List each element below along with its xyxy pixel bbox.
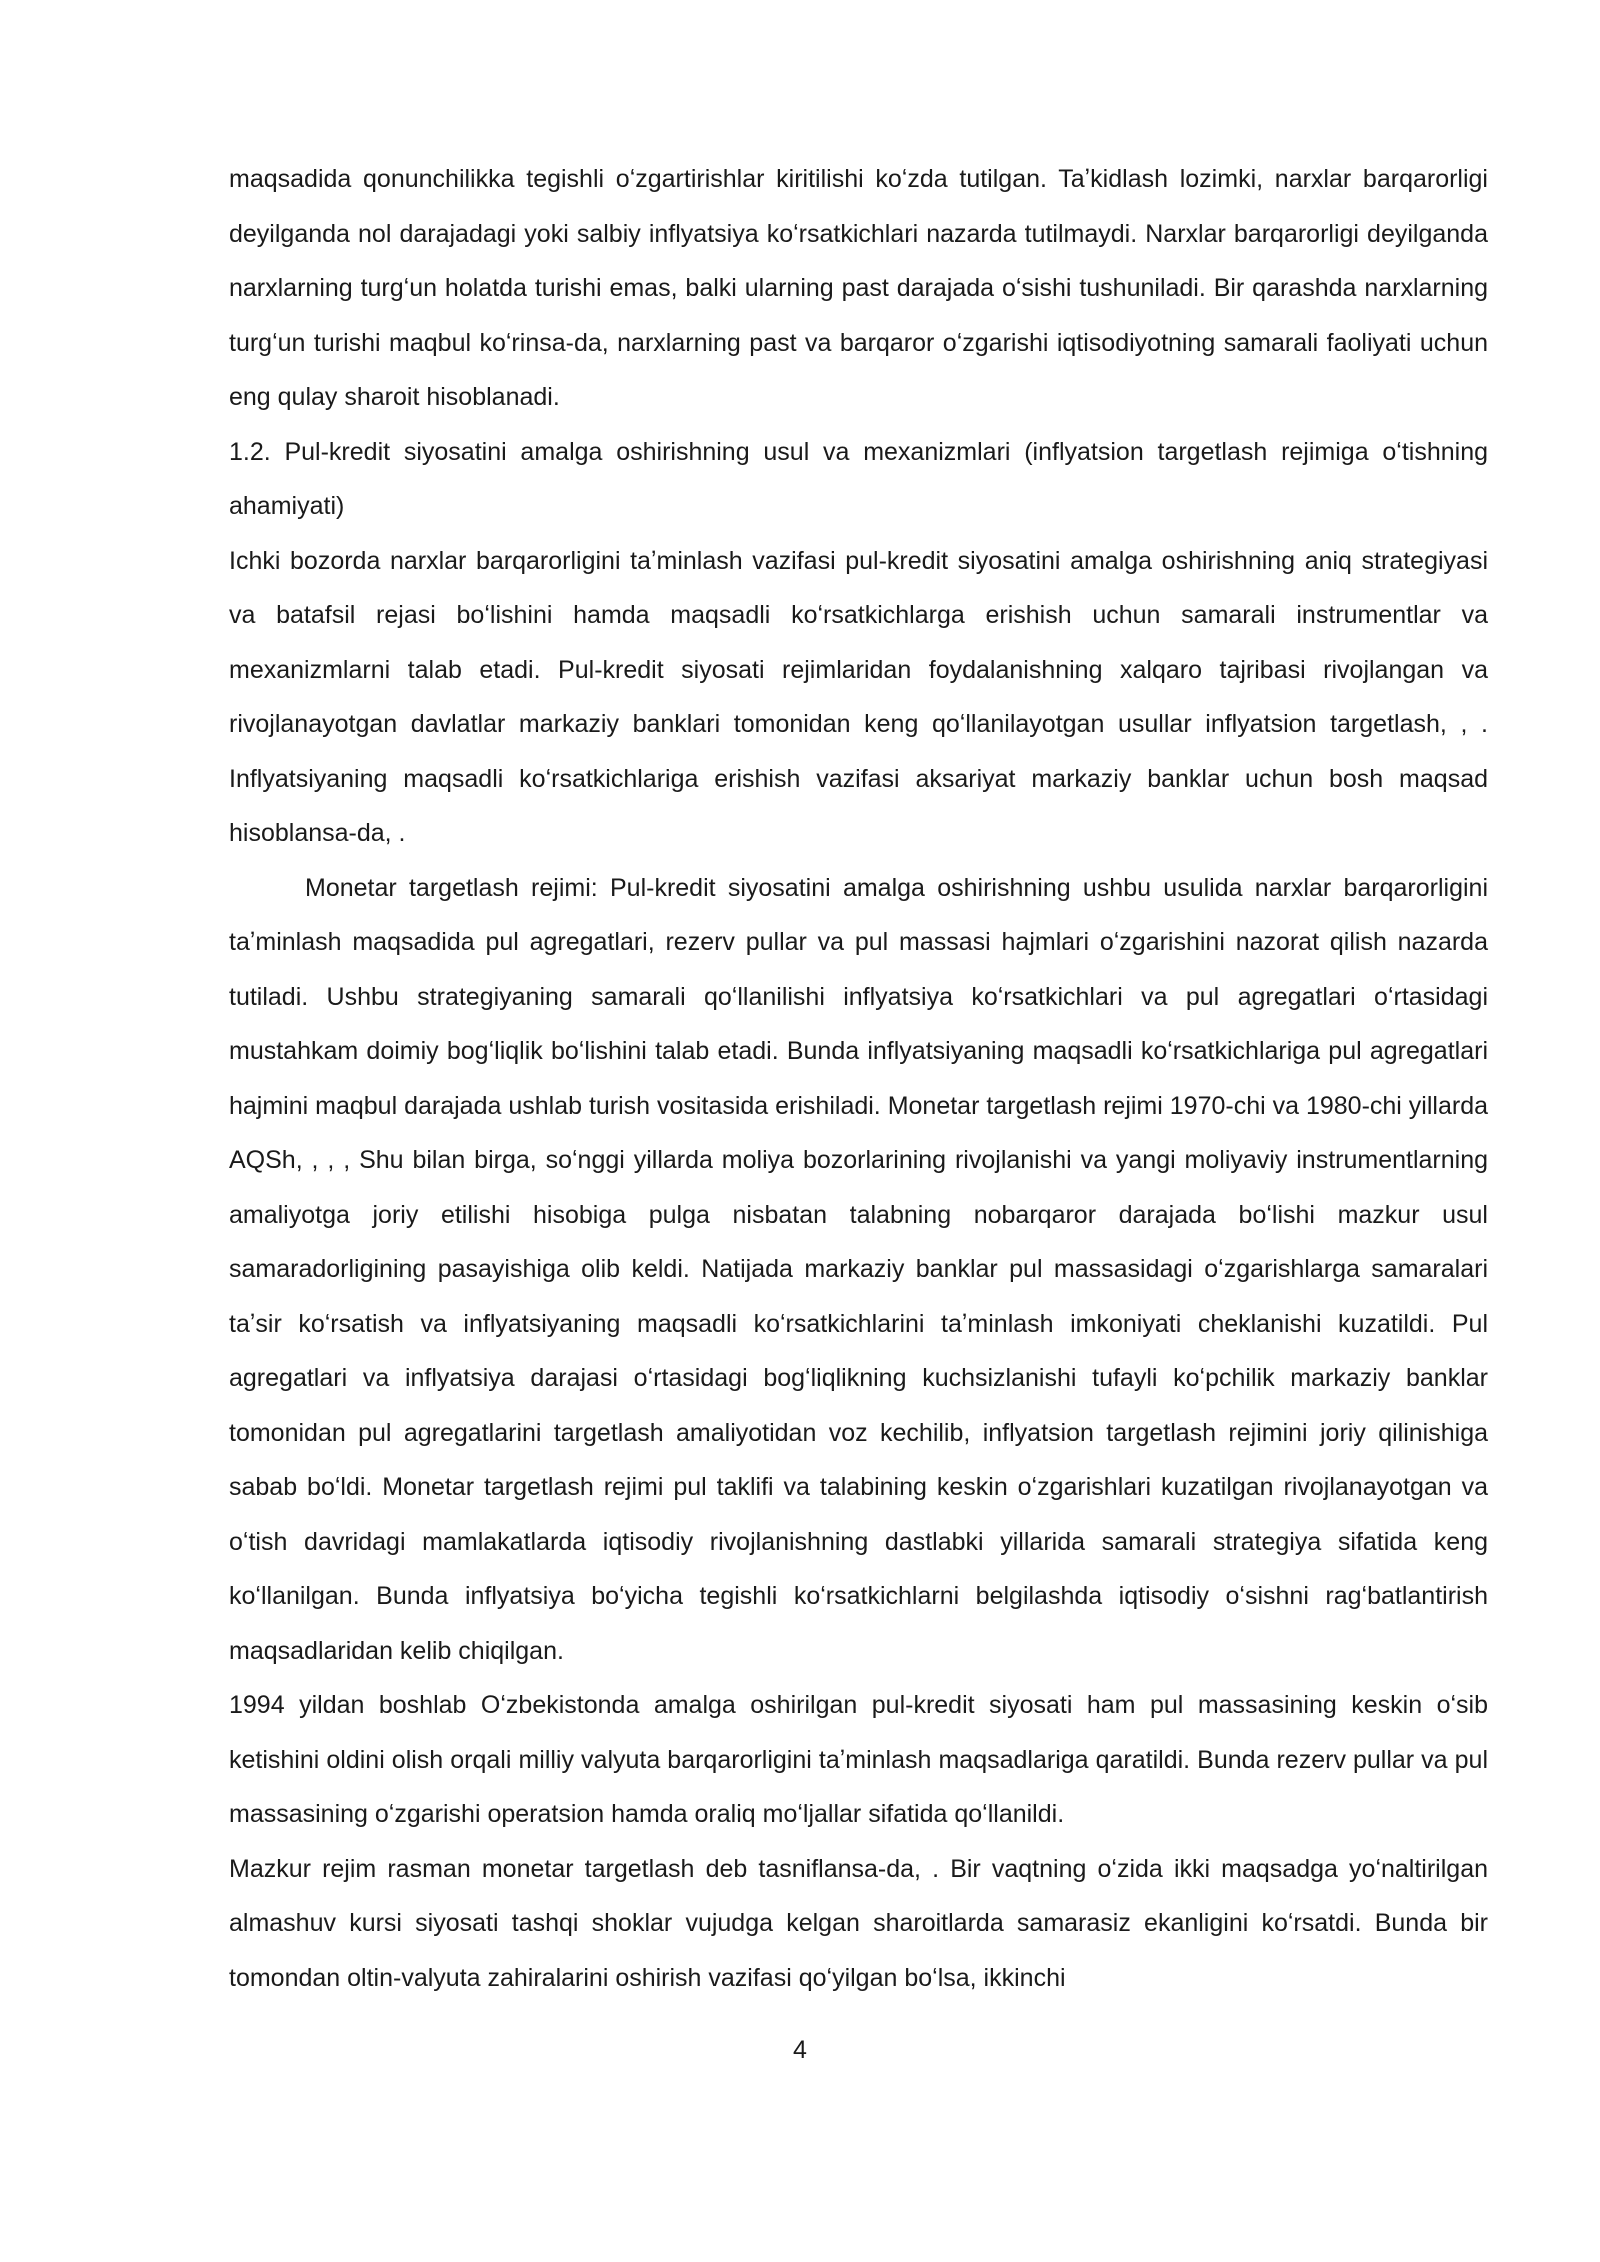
paragraph-intro: maqsadida qonunchilikka tegishli oʻzgartirishlar kiritilishi koʻzda tutilgan. Taʼkidlash lozimki, narxlar barqarorligi deyilganda nol darajadagi yoki salbiy inflyatsiya koʻrsatkichlari nazarda tutilmaydi. Narxlar barqarorligi deyilganda narxlarning turgʻun holatda turishi emas, balki ularning past darajada oʻsishi tushuniladi. Bir qarashda narxlarning turgʻun turishi maqbul koʻrinsa-da, narxlarning past va barqaror oʻzgarishi iqtisodiyotning samarali faoliyati uchun eng qulay sharoit hisoblanadi. — [229, 165, 1488, 411]
paragraph-strategy: Ichki bozorda narxlar barqarorligini taʼminlash vazifasi pul-kredit siyosatini amalga oshirishning aniq strategiyasi va batafsil rejasi boʻlishini hamda maqsadli koʻrsatkichlarga erishish uchun samarali instrumentlar va mexanizmlarni talab etadi. Pul-kredit siyosati rejimlaridan foydalanishning xalqaro tajribasi rivojlangan va rivojlanayotgan davlatlar markaziy banklari tomonidan keng qoʻllanilayotgan usullar inflyatsion targetlash, , . Inflyatsiyaning maqsadli koʻrsatkichlariga erishish vazifasi aksariyat markaziy banklar uchun bosh maqsad hisoblansa-da, . — [229, 546, 1488, 847]
section-heading: 1.2. Pul-kredit siyosatini amalga oshirishning usul va mexanizmlari (inflyatsion targetlash rejimiga oʻtishning ahamiyati) — [229, 437, 1488, 520]
page-number: 4 — [793, 2036, 807, 2064]
paragraph-uzbekistan-1994: 1994 yildan boshlab Oʻzbekistonda amalga oshirilgan pul-kredit siyosati ham pul massasining keskin oʻsib ketishini oldini olish orqali milliy valyuta barqarorligini taʼminlash maqsadlariga qaratildi. Bunda rezerv pullar va pul massasining oʻzgarishi operatsion hamda oraliq moʻljallar sifatida qoʻllanildi. — [229, 1691, 1488, 1828]
paragraph-regime-classification: Mazkur rejim rasman monetar targetlash deb tasniflansa-da, . Bir vaqtning oʻzida ikki maqsadga yoʻnaltirilgan almashuv kursi siyosati tashqi shoklar vujudga kelgan sharoitlarda samarasiz ekanligini koʻrsatdi. Bunda bir tomondan oltin-valyuta zahiralarini oshirish vazifasi qoʻyilgan boʻlsa, ikkinchi — [229, 1854, 1488, 1992]
paragraph-monetary-targeting: Monetar targetlash rejimi: Pul-kredit siyosatini amalga oshirishning ushbu usulida narxlar barqarorligini taʼminlash maqsadida pul agregatlari, rezerv pullar va pul massasi hajmlari oʻzgarishini nazorat qilish nazarda tutiladi. Ushbu strategiyaning samarali qoʻllanilishi inflyatsiya koʻrsatkichlari va pul agregatlari oʻrtasidagi mustahkam doimiy bogʻliqlik boʻlishini talab etadi. Bunda inflyatsiyaning maqsadli koʻrsatkichlariga pul agregatlari hajmini maqbul darajada ushlab turish vositasida erishiladi. Monetar targetlash rejimi 1970-chi va 1980-chi yillarda AQSh, , , , Shu bilan birga, soʻnggi yillarda moliya bozorlarining rivojlanishi va yangi moliyaviy instrumentlarning amaliyotga joriy etilishi hisobiga pulga nisbatan talabning nobarqaror darajada boʻlishi mazkur usul samaradorligining pasayishiga olib keldi. Natijada markaziy banklar pul massasidagi oʻzgarishlarga samaralari taʼsir koʻrsatish va inflyatsiyaning maqsadli koʻrsatkichlarini taʼminlash imkoniyati cheklanishi kuzatildi. Pul agregatlari va inflyatsiya darajasi oʻrtasidagi bogʻliqlikning kuchsizlanishi tufayli koʻpchilik markaziy banklar tomonidan pul agregatlarini targetlash amaliyotidan voz kechilib, inflyatsion targetlash rejimini joriy qilinishiga sabab boʻldi. Monetar targetlash rejimi pul taklifi va talabining keskin oʻzgarishlari kuzatilgan rivojlanayotgan va oʻtish davridagi mamlakatlarda iqtisodiy rivojlanishning dastlabki yillarida samarali strategiya sifatida keng koʻllanilgan. Bunda inflyatsiya boʻyicha tegishli koʻrsatkichlarni belgilashda iqtisodiy oʻsishni ragʻbatlantirish maqsadlaridan kelib chiqilgan. — [229, 873, 1488, 1665]
body-text — [229, 152, 1488, 2005]
